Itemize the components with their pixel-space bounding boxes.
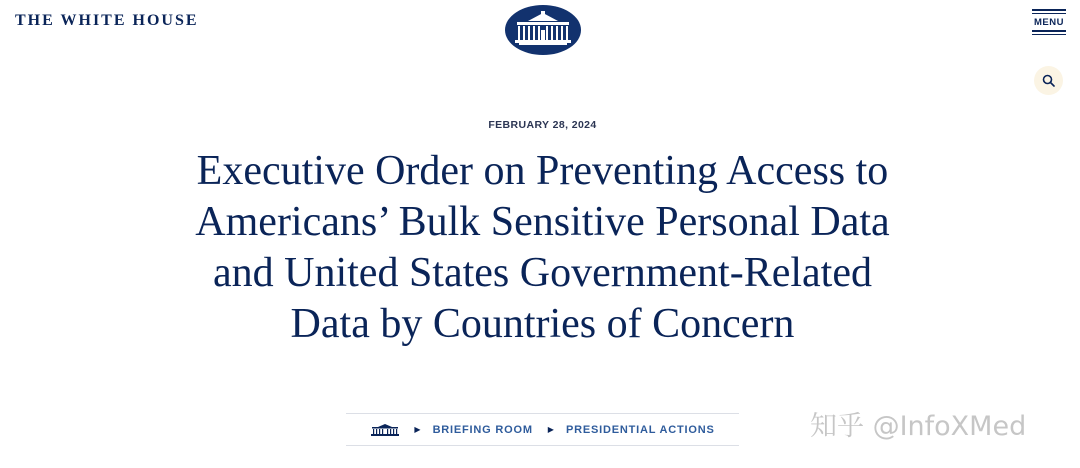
breadcrumb-presidential-actions[interactable]: PRESIDENTIAL ACTIONS: [565, 423, 715, 436]
watermark-text: 知乎 @InfoXMed: [810, 411, 1027, 442]
menu-button[interactable]: [1032, 9, 1066, 35]
publish-date: FEBRUARY 28, 2024: [488, 119, 597, 131]
search-icon: [1042, 74, 1055, 87]
menu-label: MENU: [1034, 17, 1064, 28]
breadcrumb: [346, 413, 739, 446]
menu-bar-bottom: [1032, 30, 1066, 32]
site-name-link[interactable]: THE WHITE HOUSE: [15, 12, 199, 29]
white-house-seal-logo[interactable]: [505, 5, 581, 55]
menu-bar-top-thin: [1032, 13, 1066, 14]
chevron-right-icon: ▶: [414, 425, 421, 434]
menu-bar-top: [1032, 9, 1066, 11]
chevron-right-icon: ▶: [547, 425, 554, 434]
white-house-icon: [513, 10, 573, 50]
page-title: Executive Order on Preventing Access to Americans’ Bulk Sensitive Personal Data and United States Government-Related Data by Countries of Concern: [195, 148, 890, 347]
menu-bar-bottom-thin: [1032, 34, 1066, 35]
breadcrumb-briefing-room[interactable]: BRIEFING ROOM: [432, 423, 533, 436]
white-house-icon: [370, 423, 400, 437]
search-button[interactable]: [1034, 66, 1063, 95]
breadcrumb-home-link[interactable]: [370, 423, 400, 437]
